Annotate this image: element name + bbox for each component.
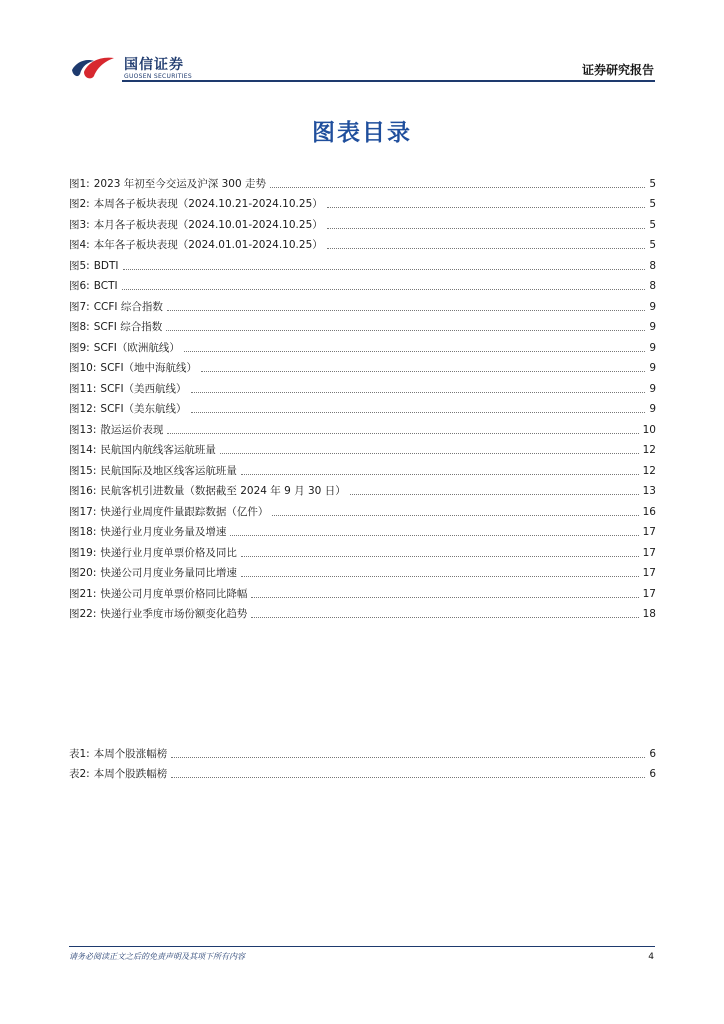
toc-entry[interactable]: [69, 211, 656, 232]
toc-entry-label: 图22:: [69, 608, 97, 620]
toc-entry-title: BCTI: [93, 280, 118, 292]
toc-dot-leader: [171, 777, 645, 778]
toc-entry-page: 9: [649, 341, 656, 354]
toc-entry-title: 快递公司月度业务量同比增速: [100, 567, 237, 579]
page-title: 图表目录: [312, 120, 412, 146]
toc-entry[interactable]: [69, 232, 656, 253]
toc-entry[interactable]: [69, 252, 656, 273]
toc-entry[interactable]: [69, 560, 656, 581]
toc-dot-leader: [191, 392, 646, 393]
toc-entry[interactable]: [69, 334, 656, 355]
toc-entry-label: 表2:: [69, 768, 90, 780]
toc-entry-page: 8: [649, 280, 656, 292]
toc-entry-label: 图12:: [69, 403, 97, 415]
toc-entry[interactable]: [69, 314, 656, 335]
toc-entry-title: CCFI 综合指数: [93, 300, 163, 313]
toc-entry-label: 图1:: [69, 177, 90, 190]
toc-entry-title: 本周个股涨幅榜: [93, 747, 168, 760]
logo-chinese-name: 国信证券: [124, 57, 184, 73]
toc-entry-page: 9: [649, 321, 656, 333]
toc-entry-page: 5: [649, 218, 656, 231]
toc-entry[interactable]: [69, 293, 656, 314]
page-header: [0, 0, 724, 90]
toc-entry[interactable]: [69, 375, 656, 396]
toc-entry-page: 9: [649, 382, 656, 395]
footer-divider: [69, 946, 655, 947]
toc-entry-label: 图17:: [69, 505, 97, 518]
toc-entry-title: 民航国际及地区线客运航班量: [100, 464, 237, 477]
toc-entry-label: 图9:: [69, 341, 90, 354]
toc-entry-title: 民航客机引进数量（数据截至 2024 年 9 月 30 日）: [100, 485, 346, 497]
table-list: [69, 740, 656, 781]
toc-entry-label: 图5:: [69, 259, 90, 272]
toc-entry-title: 本周各子板块表现（2024.10.21-2024.10.25）: [93, 198, 323, 210]
toc-entry-title: 快递行业季度市场份额变化趋势: [100, 608, 248, 620]
toc-entry[interactable]: [69, 539, 656, 560]
toc-entry-title: BDTI: [93, 259, 119, 272]
toc-entry-page: 5: [649, 177, 656, 190]
toc-entry-page: 10: [642, 423, 656, 436]
toc-entry-page: 16: [642, 505, 656, 518]
toc-entry-label: 图4:: [69, 239, 90, 251]
toc-entry-page: 8: [649, 259, 656, 272]
toc-dot-leader: [167, 433, 638, 434]
report-type-label: 证券研究报告: [581, 63, 654, 77]
toc-entry-label: 图14:: [69, 444, 97, 456]
toc-entry-title: 2023 年初至今交运及沪深 300 走势: [93, 177, 266, 190]
toc-entry-label: 图10:: [69, 362, 97, 374]
toc-entry[interactable]: [69, 601, 656, 622]
toc-entry-label: 图16:: [69, 485, 97, 497]
toc-entry-page: 5: [649, 198, 656, 210]
toc-dot-leader: [184, 351, 645, 352]
toc-entry[interactable]: [69, 580, 656, 601]
toc-dot-leader: [350, 494, 639, 495]
toc-entry-label: 图18:: [69, 526, 97, 538]
toc-entry[interactable]: [69, 437, 656, 458]
toc-entry-page: 17: [642, 526, 656, 538]
toc-entry-title: 本月各子板块表现（2024.10.01-2024.10.25）: [93, 218, 323, 231]
toc-entry-page: 5: [649, 239, 656, 251]
toc-entry-label: 图2:: [69, 198, 90, 210]
guosen-logo-mark-icon: [70, 52, 116, 82]
toc-entry-page: 12: [642, 464, 656, 477]
toc-entry-title: 快递公司月度单票价格同比降幅: [100, 587, 248, 600]
toc-entry[interactable]: [69, 478, 656, 499]
page-number: 4: [648, 952, 654, 962]
guosen-logo: [70, 50, 200, 84]
toc-dot-leader: [327, 228, 646, 229]
toc-entry-label: 图15:: [69, 464, 97, 477]
toc-dot-leader: [327, 207, 646, 208]
logo-english-name: GUOSEN SECURITIES: [124, 73, 193, 80]
header-divider: [122, 80, 655, 82]
toc-dot-leader: [201, 371, 645, 372]
toc-entry-page: 6: [649, 768, 656, 780]
toc-entry-label: 图13:: [69, 423, 97, 436]
toc-dot-leader: [241, 474, 639, 475]
toc-entry-title: 本周个股跌幅榜: [93, 768, 168, 780]
toc-entry-title: 本年各子板块表现（2024.01.01-2024.10.25）: [93, 239, 323, 251]
toc-entry-title: SCFI（美西航线）: [100, 382, 187, 395]
toc-entry-label: 图21:: [69, 587, 97, 600]
footer-disclaimer: 请务必阅读正文之后的免责声明及其项下所有内容: [69, 952, 245, 961]
toc-entry-title: SCFI（美东航线）: [100, 403, 187, 415]
toc-dot-leader: [191, 412, 646, 413]
toc-dot-leader: [122, 289, 646, 290]
toc-entry-title: 快递行业周度件量跟踪数据（亿件）: [100, 505, 269, 518]
toc-entry-label: 图3:: [69, 218, 90, 231]
toc-entry-label: 图8:: [69, 321, 90, 333]
toc-entry[interactable]: [69, 416, 656, 437]
toc-dot-leader: [167, 310, 645, 311]
toc-dot-leader: [270, 187, 645, 188]
toc-entry-title: SCFI（地中海航线）: [100, 362, 198, 374]
toc-entry-page: 17: [642, 546, 656, 559]
toc-dot-leader: [171, 757, 645, 758]
toc-entry-title: 民航国内航线客运航班量: [100, 444, 216, 456]
toc-entry-title: SCFI 综合指数: [93, 321, 163, 333]
toc-entry-label: 图11:: [69, 382, 97, 395]
toc-entry[interactable]: [69, 273, 656, 294]
toc-entry-page: 12: [642, 444, 656, 456]
toc-entry-page: 9: [649, 362, 656, 374]
toc-entry-page: 18: [642, 608, 656, 620]
toc-dot-leader: [220, 453, 639, 454]
toc-entry-page: 9: [649, 403, 656, 415]
toc-entry-title: 快递行业月度单票价格及同比: [100, 546, 237, 559]
toc-entry-page: 13: [642, 485, 656, 497]
toc-entry-page: 17: [642, 587, 656, 600]
toc-dot-leader: [230, 535, 638, 536]
toc-entry[interactable]: [69, 396, 656, 417]
toc-entry[interactable]: [69, 355, 656, 376]
toc-entry[interactable]: [69, 498, 656, 519]
toc-entry[interactable]: [69, 457, 656, 478]
toc-entry-label: 表1:: [69, 747, 90, 760]
toc-entry-label: 图6:: [69, 280, 90, 292]
toc-entry-label: 图19:: [69, 546, 97, 559]
toc-entry-label: 图7:: [69, 300, 90, 313]
toc-entry-page: 9: [649, 300, 656, 313]
toc-entry-page: 6: [649, 747, 656, 760]
toc-dot-leader: [251, 617, 638, 618]
toc-dot-leader: [166, 330, 645, 331]
toc-entry[interactable]: [69, 170, 656, 191]
toc-entry[interactable]: [69, 519, 656, 540]
toc-dot-leader: [241, 576, 639, 577]
toc-entry-title: 散运运价表现: [100, 423, 164, 436]
toc-entry[interactable]: [69, 191, 656, 212]
toc-dot-leader: [123, 269, 646, 270]
toc-dot-leader: [272, 515, 638, 516]
toc-dot-leader: [327, 248, 646, 249]
figure-list: [69, 170, 656, 621]
toc-dot-leader: [241, 556, 639, 557]
toc-entry-title: SCFI（欧洲航线）: [93, 341, 180, 354]
toc-dot-leader: [251, 597, 638, 598]
toc-entry[interactable]: [69, 761, 656, 782]
toc-entry[interactable]: [69, 740, 656, 761]
toc-entry-page: 17: [642, 567, 656, 579]
toc-entry-label: 图20:: [69, 567, 97, 579]
toc-entry-title: 快递行业月度业务量及增速: [100, 526, 227, 538]
